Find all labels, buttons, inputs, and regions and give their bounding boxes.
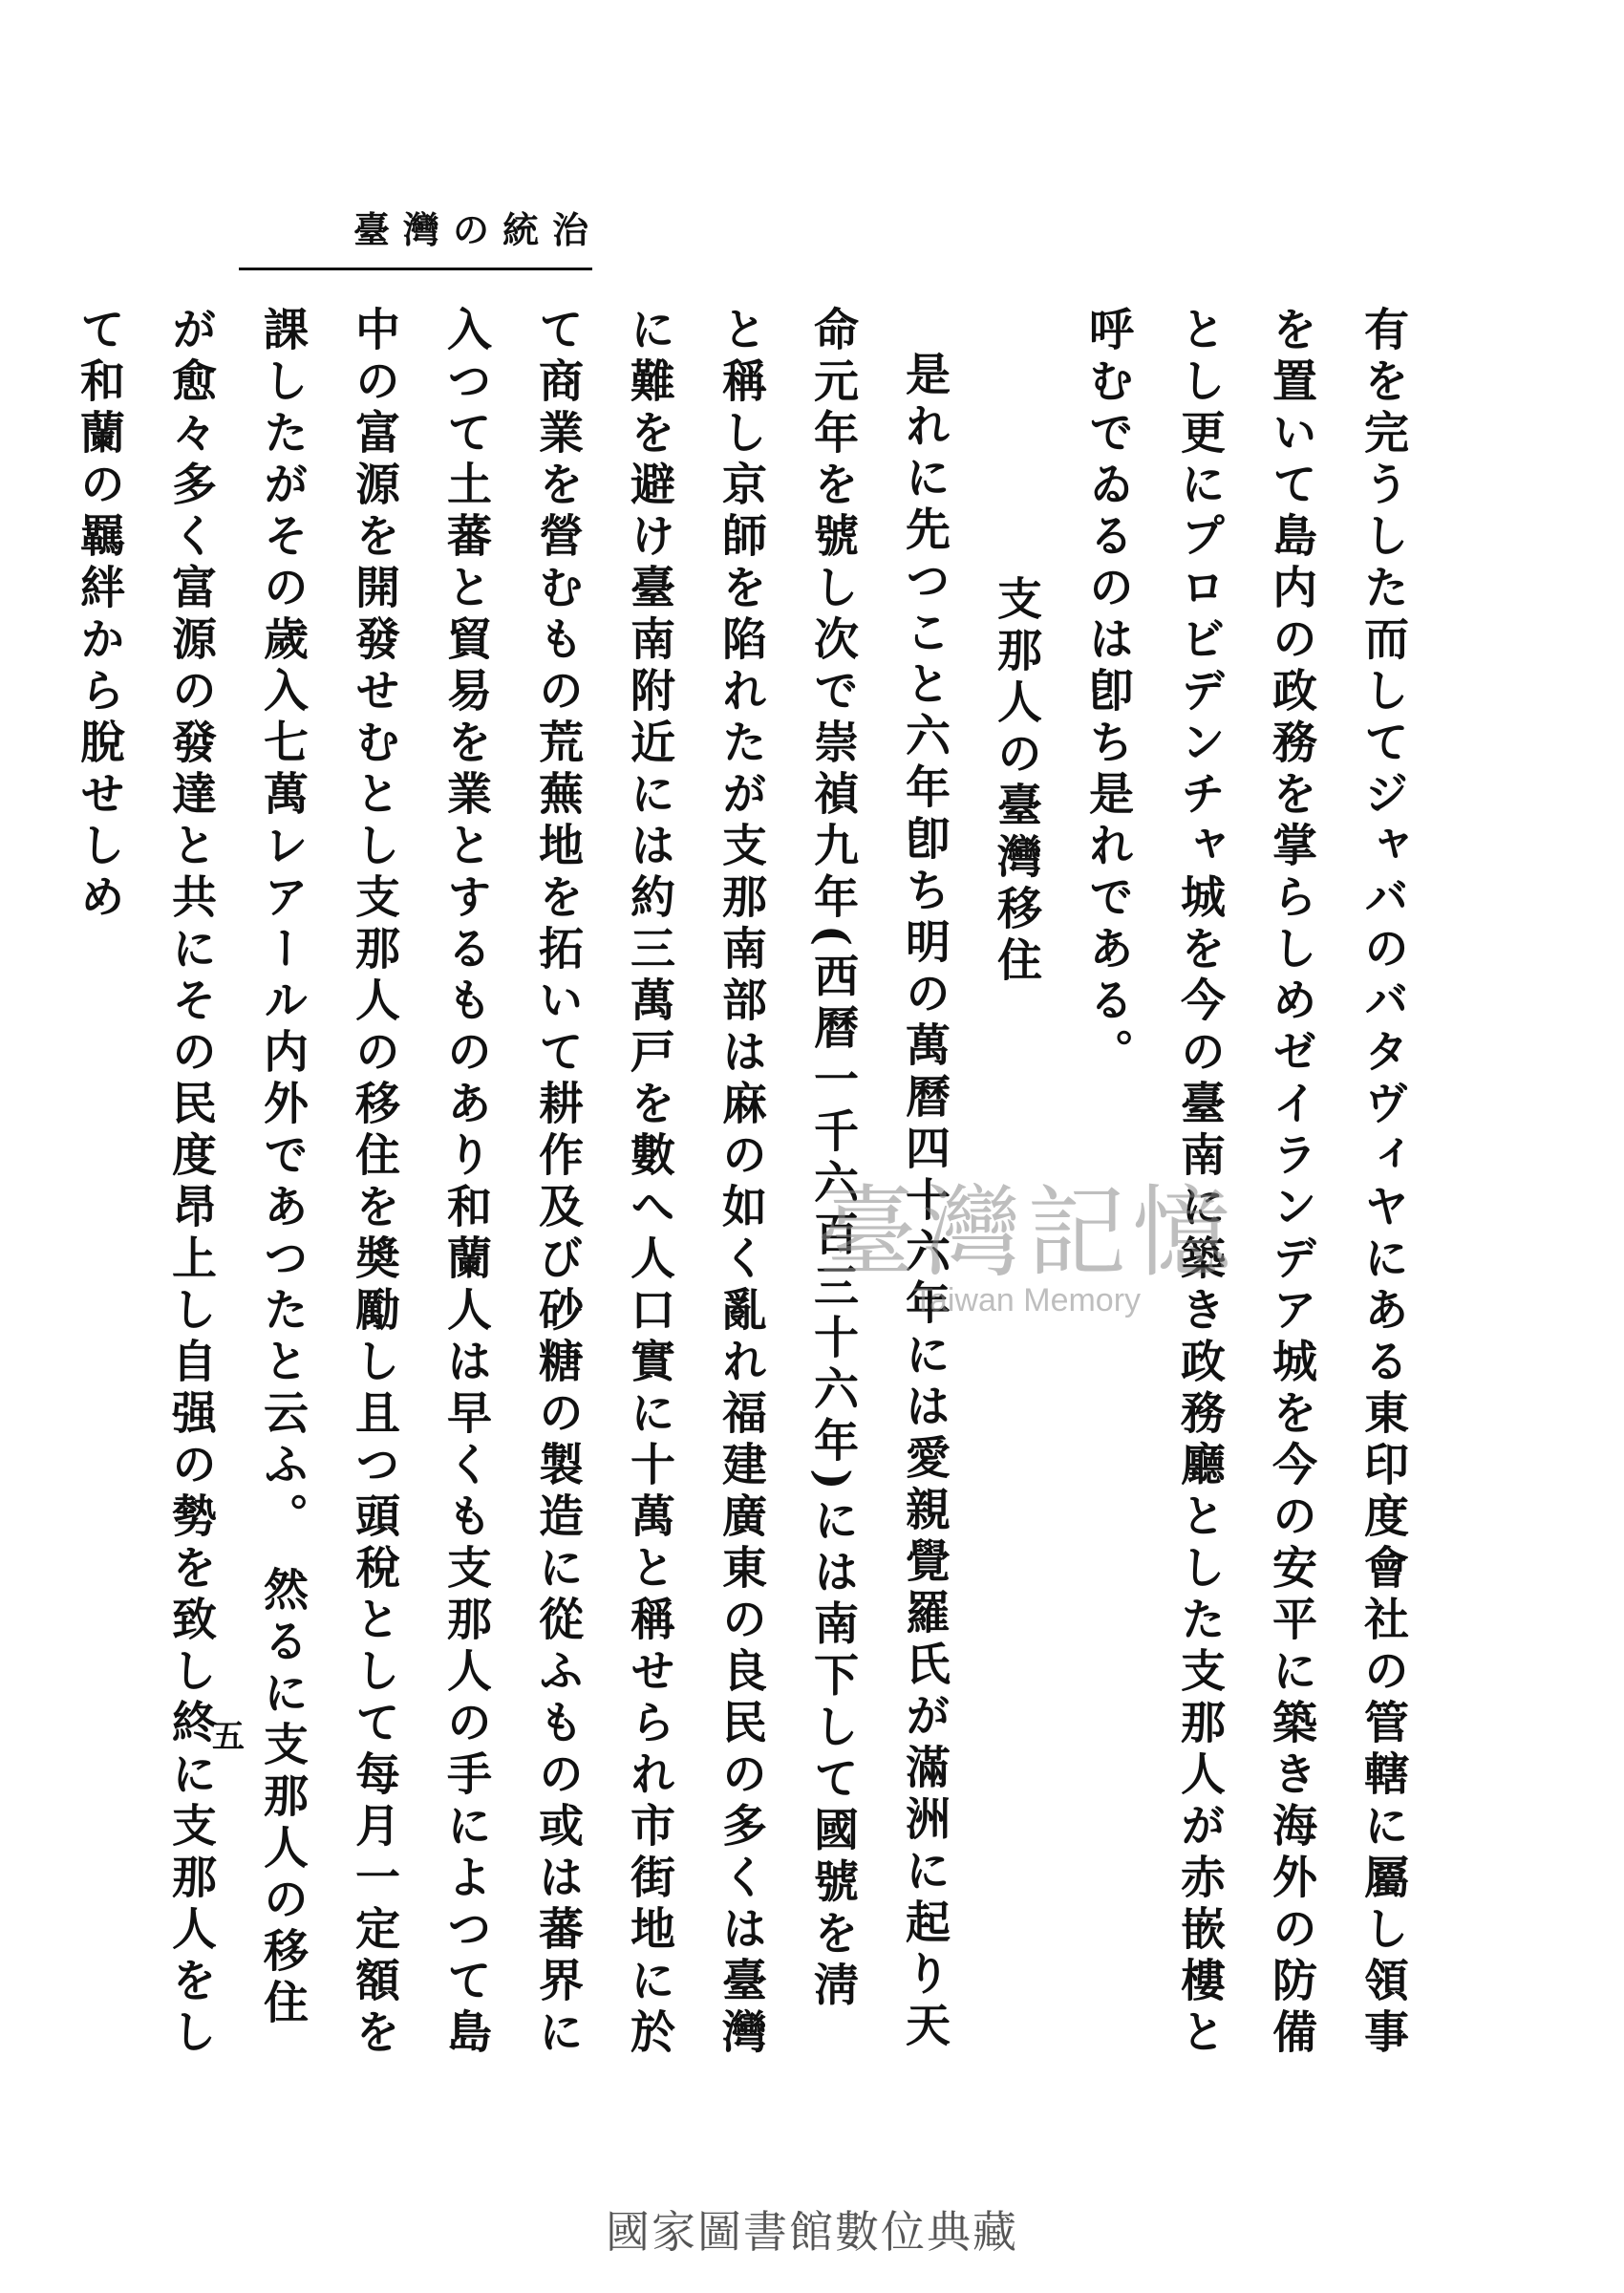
watermark-chinese: 臺灣記憶 [817, 1174, 1238, 1291]
page-number: 五 [212, 1718, 245, 1756]
paragraph-2: 是れに先つこと六年卽ち明の萬曆四十六年には愛親覺羅氏が滿洲に起り天命元年を號し次で崇禎九年(西曆一千六百三十六年)には南下して國號を淸と稱し京師を陷れたが支那南部は麻の如く亂れ福建廣東の良民の多くは臺灣に難を避け臺南附近には約三萬戸を數へ人口實に十萬と稱せられ市街地に於て商業を營むもの荒蕪地を拓いて耕作及び砂糖の製造に從ふもの或は蕃界に入つて土蕃と貿易を業とするものあり和蘭人は早くも支那人の手によつて島中の富源を開發せむとし支那人の移住を奬勵し且つ頭稅として每月一定額を課したがその歲入七萬レアール内外であつたと云ふ。 然るに支那人の移住が愈々多く富源の發達と共にその民度昂上し自强の勢を致し終に支那人をして和蘭の羈絆から脫せしめ [73, 306, 951, 2060]
running-head: 臺灣の統治 [353, 208, 602, 251]
body-text [73, 306, 1428, 2064]
watermark-english: Taiwan Memory [912, 1282, 1142, 1318]
paragraph-1: 有を完うした而してジャバのバタヴィヤにある東印度會社の管轄に屬し領事を置いて島内の政務を掌らしめゼイランデア城を今の安平に築き海外の防備とし更にプロビデンチャ城を今の臺南に築き政務廳とした支那人が赤嵌樓と呼むでゐるのは卽ち是れである。 [1081, 306, 1409, 2060]
header-rule [239, 268, 592, 270]
section-heading: 支那人の臺灣移住 [990, 575, 1042, 988]
footer-credit: 國家圖書館數位典藏 [606, 2206, 1018, 2258]
